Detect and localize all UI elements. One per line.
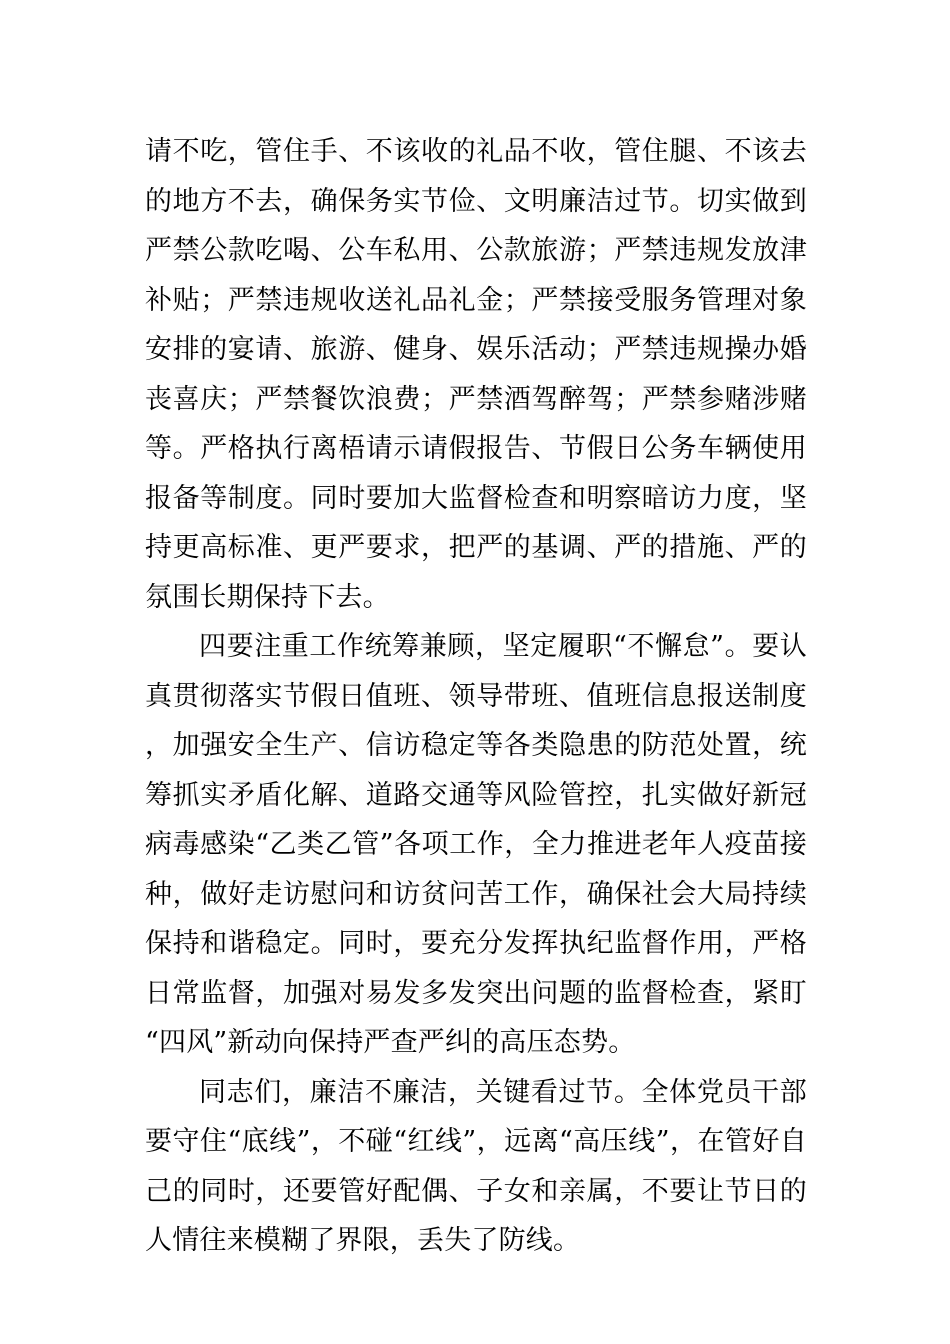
body-text <box>145 127 807 1266</box>
paragraph-fourth-point: 四要注重工作统筹兼顾，坚定履职“不懈怠”。要认真贯彻落实节假日值班、领导带班、值班信息报送制度，加强安全生产、信访稳定等各类隐患的防范处置，统筹抓实矛盾化解、道路交通等风险管控，扎实做好新冠病毒感染“乙类乙管”各项工作，全力推进老年人疫苗接种，做好走访慰问和访贫问苦工作，确保社会大局持续保持和谐稳定。同时，要充分发挥执纪监督作用，严格日常监督，加强对易发多发突出问题的监督检查，紧盯“四风”新动向保持严查严纠的高压态势。 <box>145 631 807 1058</box>
paragraph-continued: 请不吃，管住手、不该收的礼品不收，管住腿、不该去的地方不去，确保务实节俭、文明廉洁过节。切实做到严禁公款吃喝、公车私用、公款旅游；严禁违规发放津补贴；严禁违规收送礼品礼金；严禁接受服务管理对象安排的宴请、旅游、健身、娱乐活动；严禁违规操办婚丧喜庆；严禁餐饮浪费；严禁酒驾醉驾；严禁参赌涉赌等。严格执行离梧请示请假报告、节假日公务车辆使用报备等制度。同时要加大监督检查和明察暗访力度，坚持更高标准、更严要求，把严的基调、严的措施、严的氛围长期保持下去。 <box>145 136 807 613</box>
paragraph-closing: 同志们，廉洁不廉洁，关键看过节。全体党员干部要守住“底线”，不碰“红线”，远离“高压线”，在管好自己的同时，还要管好配偶、子女和亲属，不要让节日的人情往来模糊了界限，丢失了防线。 <box>145 1076 807 1256</box>
